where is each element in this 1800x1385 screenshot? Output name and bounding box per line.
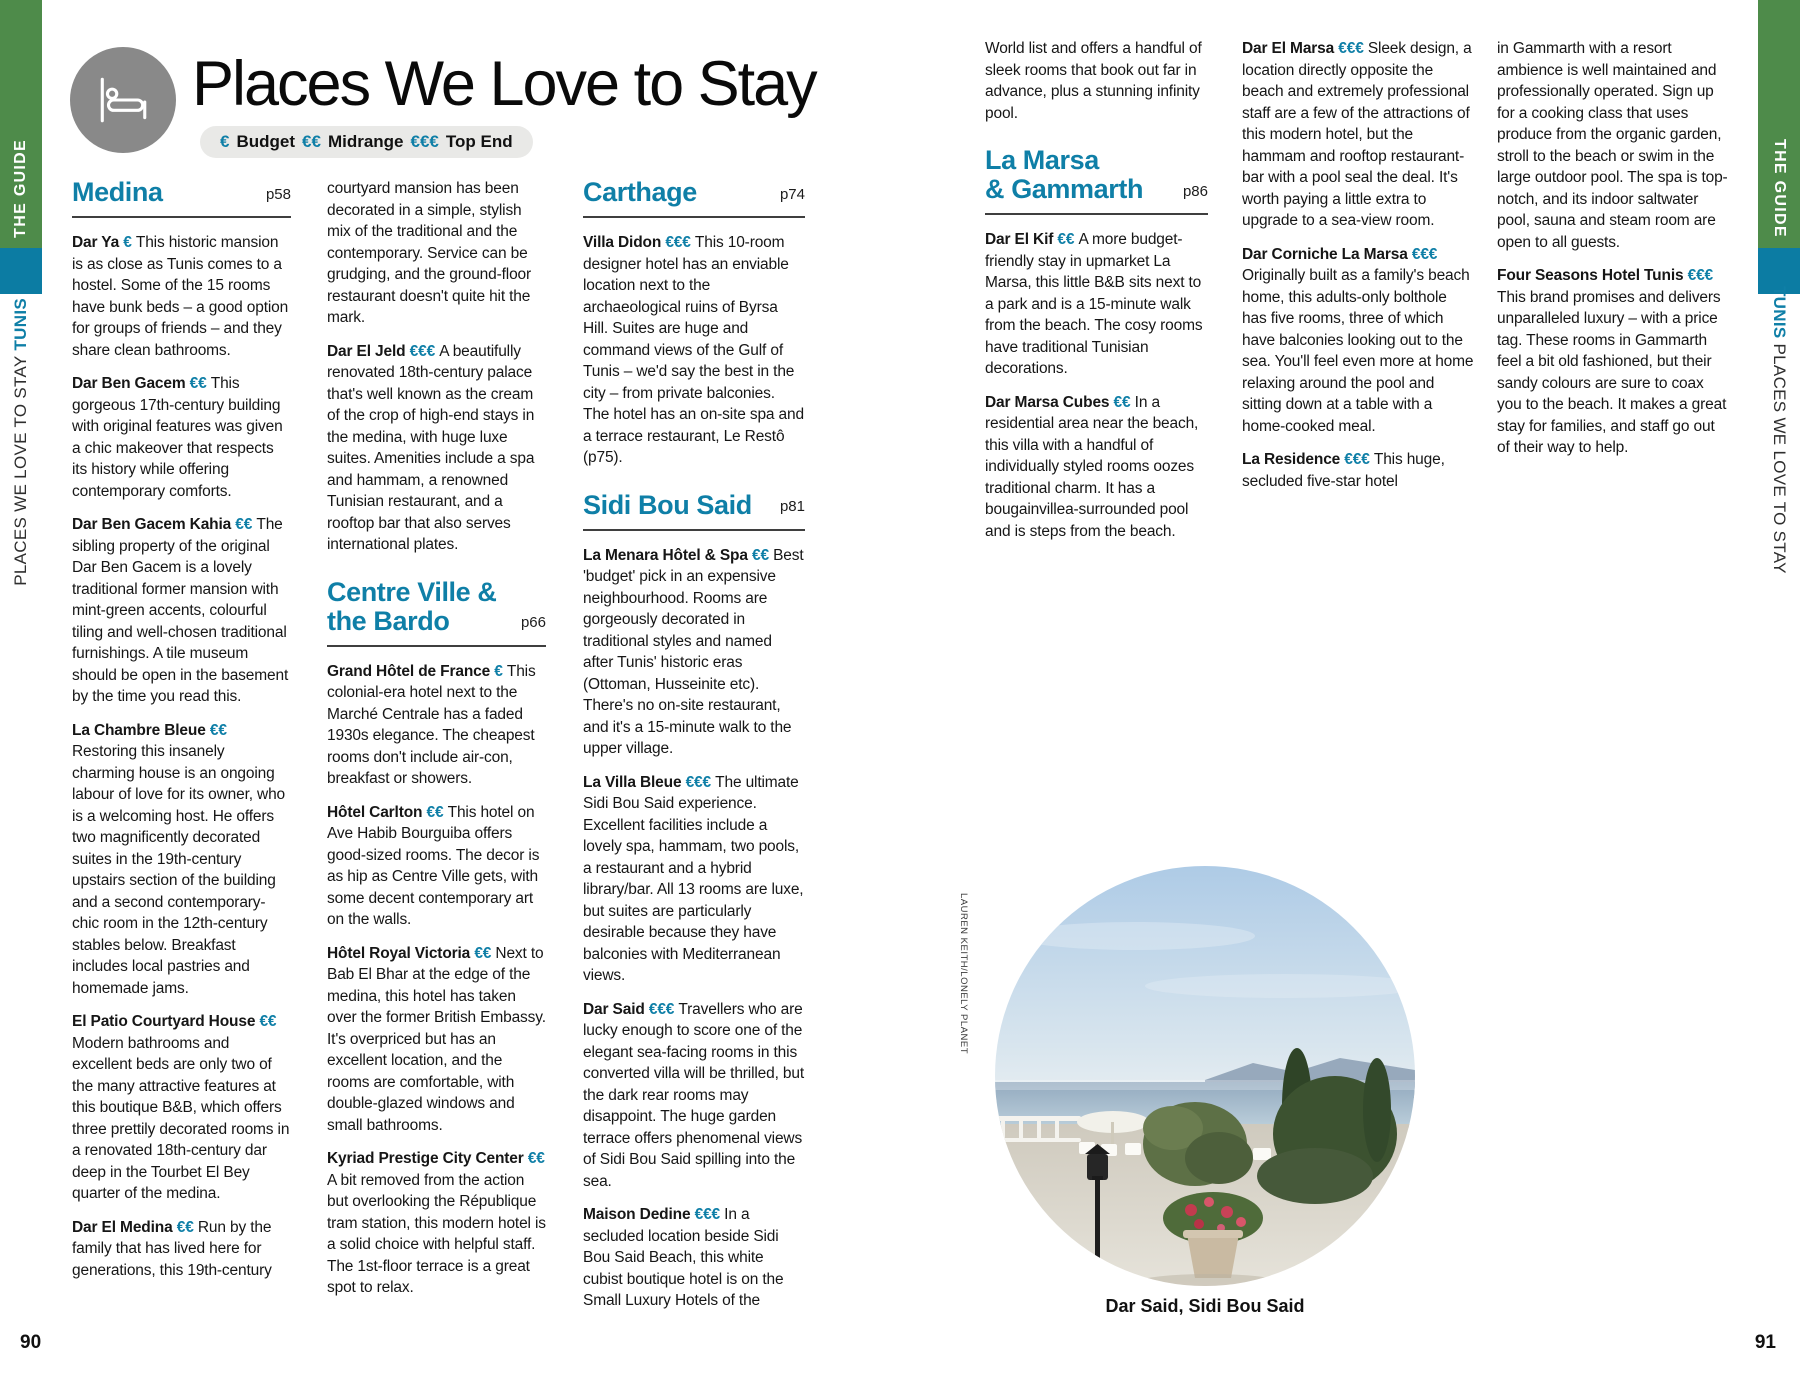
section-title — [327, 578, 496, 636]
hotel-name: La Chambre Bleue — [72, 721, 210, 739]
entry-text: courtyard mansion has been decorated in a simple, stylish mix of the traditional and the contemporary. Service can be grudging, and the ground-floor restaurant doesn't quite hit the mark. — [327, 180, 532, 326]
entry-continued — [327, 178, 546, 329]
entry-text: In a secluded location beside Sidi Bou Said Beach, this white cubist boutique hotel is on the Small Luxury Hotels of the — [583, 1206, 784, 1309]
hotel-name: Dar El Jeld — [327, 342, 410, 360]
price-rating: €€€ — [1411, 245, 1438, 263]
hotel-entry — [327, 341, 546, 556]
entry-text: This huge, secluded five-star hotel — [1242, 451, 1445, 490]
price-rating: €€ — [189, 375, 211, 392]
entry-text: Best 'budget' pick in an expensive neighbourhood. Rooms are gorgeously decorated in traditional styles and named after Tunis' historic eras (Ottoman, Husseinite etc). There's no on-site restaurant, and it's a 15-minute walk to the upper village. — [583, 546, 804, 757]
entry-text: This brand promises and delivers unparalleled luxury – with a price tag. These rooms in Gammarth feel a bit old fashioned, but their sandy colours are sure to coax you to the beach. It makes a great stay for families, and staff go out of their way to help. — [1497, 288, 1727, 456]
left-running-head — [0, 296, 42, 588]
price-rating: €€€ — [665, 234, 695, 251]
section-page-ref: p74 — [779, 185, 805, 203]
entry-continued — [985, 38, 1208, 124]
entry-text: The sibling property of the original Dar Ben Gacem is a lovely traditional former mansion with mint-green accents, colourful tiling and well-chosen traditional furnishings. A tile museum should be open in the basement by the time you read this. — [72, 516, 289, 705]
hotel-entry — [583, 232, 805, 469]
entry-text: This 10-room designer hotel has an enviable location next to the archaeological ruins of Byrsa Hill. Suites are huge and command views of the Gulf of Tunis – we'd say the best in the city – from private balconies. The hotel has an on-site spa and a terrace restaurant, Le Restô (p75). — [583, 234, 804, 466]
hotel-name: Dar El Marsa — [1242, 40, 1339, 57]
text-column-5 — [1242, 38, 1475, 504]
hotel-entry — [1242, 449, 1475, 492]
price-legend — [200, 126, 533, 158]
section-header — [583, 491, 805, 531]
price-rating: €€ — [527, 1150, 545, 1167]
hotel-entry — [72, 232, 291, 361]
hotel-name: Dar Ben Gacem Kahia — [72, 516, 236, 533]
price-rating: €€ — [1113, 393, 1135, 411]
entry-text: This hotel on Ave Habib Bourguiba offers good-sized rooms. The decor is as hip as Centre Ville gets, with some decent contemporary art on the walls. — [327, 803, 540, 928]
hotel-entry — [583, 545, 805, 760]
entry-text: Run by the family that has lived here for generations, this 19th-century — [72, 1218, 272, 1279]
section-page-ref: p81 — [779, 498, 805, 515]
hotel-entry — [327, 943, 546, 1137]
section-page-ref: p58 — [265, 185, 291, 203]
text-column-3 — [583, 178, 805, 1324]
hotel-entry — [985, 392, 1208, 543]
right-guide-tab — [1758, 138, 1800, 238]
section-page-ref: p86 — [1182, 182, 1208, 200]
entry-text: in Gammarth with a resort ambience is well maintained and professionally operated. Sign up for a cooking class that uses produce from the organic garden, stroll to the beach or swim in the large outdoor pool. The spa is top-notch, and its indoor saltwater pool, sauna and steam room are open to all guests. — [1497, 40, 1728, 251]
section-page-ref: p66 — [520, 614, 546, 631]
hotel-name: Dar Corniche La Marsa — [1242, 245, 1412, 263]
running-head-accent: TUNIS — [11, 298, 30, 351]
price-rating: €€ — [474, 944, 496, 962]
section-title — [985, 146, 1143, 204]
hotel-name: Dar Ben Gacem — [72, 375, 190, 392]
entry-text: Modern bathrooms and excellent beds are only two of the many attractive features at this boutique B&B, which offers three prettily decorated rooms in a renovated 18th-century dar deep in the Tourbet El Bey quarter of the medina. — [72, 1034, 290, 1202]
hotel-name: La Villa Bleue — [583, 773, 686, 791]
bed-icon — [70, 47, 176, 153]
entry-text: Originally built as a family's beach home, this adults-only bolthole has five rooms, three of which have balconies looking out to the sea. You'll feel even more at home relaxing around the pool and sitting down at a table with a home-cooked meal. — [1242, 267, 1474, 435]
section-title-line: Medina — [72, 177, 163, 207]
hotel-entry — [327, 661, 546, 790]
hotel-name: Villa Didon — [583, 234, 666, 251]
entry-continued — [1497, 38, 1728, 253]
entry-text: A beautifully renovated 18th-century palace that's well known as the cream of the crop of high-end stays in the medina, with huge luxe suites. Amenities include a spa and hammam, a renowned Tunisian restaurant, and a rooftop bar that also serves international plates. — [327, 342, 535, 553]
left-chapter-band — [0, 248, 42, 294]
section-header — [583, 178, 805, 218]
hotel-name: La Menara Hôtel & Spa — [583, 546, 752, 564]
hotel-entry — [1242, 244, 1475, 438]
page-title: Places We Love to Stay — [192, 49, 816, 119]
text-column-1 — [72, 178, 291, 1293]
right-page-number: 91 — [1754, 1332, 1776, 1353]
section-title — [583, 178, 697, 207]
hotel-entry — [985, 229, 1208, 380]
section-title — [583, 491, 752, 520]
section-title — [72, 178, 163, 207]
hotel-name: Hôtel Carlton — [327, 803, 427, 821]
hotel-name: Grand Hôtel de France — [327, 662, 495, 680]
entry-text: Travellers who are lucky enough to score one of the elegant sea-facing rooms in this converted villa will be thrilled, but the dark rear rooms may disappoint. The huge garden terrace offers phenomenal views of Sidi Bou Said spilling into the sea. — [583, 1000, 805, 1190]
budget-label: Budget — [236, 132, 296, 151]
the-guide-label: THE GUIDE — [12, 138, 29, 238]
hotel-entry — [327, 802, 546, 931]
dar-said-photo — [995, 866, 1415, 1286]
price-rating: €€€ — [694, 1206, 725, 1223]
price-rating: €€€ — [1344, 451, 1374, 468]
section-title-line: Sidi Bou Said — [583, 489, 752, 520]
hotel-entry — [72, 1011, 291, 1205]
section-header — [327, 578, 546, 647]
running-head-accent: TUNIS — [1770, 286, 1789, 339]
hotel-entry — [583, 999, 805, 1193]
running-head-text: PLACES WE LOVE TO STAY — [1770, 343, 1789, 574]
photo-caption: Dar Said, Sidi Bou Said — [1105, 1296, 1305, 1316]
section-title-line: Centre Ville & — [327, 576, 497, 607]
entry-text: This colonial-era hotel next to the Marché Centrale has a faded 1930s elegance. The cheapest rooms don't include air-con, breakfast or showers. — [327, 662, 536, 787]
entry-text: A more budget-friendly stay in upmarket La Marsa, this little B&B sits next to a park and is a 15-minute walk from the beach. The cosy rooms have traditional Tunisian decorations. — [985, 231, 1203, 377]
hotel-name: Maison Dedine — [583, 1206, 695, 1223]
price-rating: €€ — [259, 1013, 277, 1030]
hotel-name: El Patio Courtyard House — [72, 1013, 260, 1030]
hotel-entry — [72, 514, 291, 708]
hotel-name: Dar Marsa Cubes — [985, 393, 1114, 411]
hotel-entry — [1497, 265, 1728, 459]
entry-text: World list and offers a handful of sleek rooms that book out far in advance, plus a stunning infinity pool. — [985, 40, 1202, 122]
text-column-4 — [985, 38, 1208, 554]
text-column-2 — [327, 178, 546, 1311]
price-rating: €€ — [751, 546, 774, 564]
price-rating: € — [123, 234, 136, 251]
price-rating: €€€ — [648, 1000, 679, 1018]
right-edge-strip — [1758, 0, 1800, 1385]
text-column-6 — [1497, 38, 1728, 471]
price-rating: €€€ — [1338, 40, 1368, 57]
entry-text: Restoring this insanely charming house is an ongoing labour of love for its owner, who is a welcoming host. He offers two magnificently decorated suites in the 19th-century upstairs section of the building and a second contemporary-chic room in the 12th-century stables below. Breakfast includes local pastries and homemade jams. — [72, 743, 286, 997]
hotel-entry — [583, 1204, 805, 1312]
topend-label: Top End — [445, 132, 513, 151]
entry-text: In a residential area near the beach, this villa with a handful of individually styled rooms oozes traditional charm. It has a bougainvillea-surrounded pool and is steps from the beach. — [985, 393, 1199, 540]
price-rating: € — [494, 662, 507, 680]
section-title-line: & Gammarth — [985, 174, 1144, 204]
hotel-name: Hôtel Royal Victoria — [327, 944, 475, 962]
entry-text: Next to Bab El Bhar at the edge of the medina, this hotel has taken over the former British Embassy. It's overpriced but has an excellent location, and the rooms are comfortable, with double-glazed windows and small bathrooms. — [327, 944, 546, 1134]
price-rating: €€ — [176, 1218, 198, 1236]
hotel-name: Four Seasons Hotel Tunis — [1497, 267, 1688, 284]
entry-text: This gorgeous 17th-century building with original features was given a chic makeover that respects its history while offering contemporary comforts. — [72, 375, 283, 500]
entry-text: A bit removed from the action but overlooking the République tram station, this modern hotel is a solid choice with helpful staff. The 1st-floor terrace is a great spot to relax. — [327, 1171, 546, 1296]
hotel-name: Dar Said — [583, 1000, 649, 1018]
hotel-entry — [72, 373, 291, 502]
entry-text: Sleek design, a location directly opposite the beach and extremely professional staff are a few of the attractions of this modern hotel, but the hammam and rooftop restaurant-bar with a pool seal the deal. It's worth paying a little extra to upgrade to a sea-view room. — [1242, 40, 1472, 229]
hotel-name: Dar El Medina — [72, 1218, 177, 1236]
photo-credit: LAUREN KEITH/LONELY PLANET — [958, 893, 969, 1055]
entry-text: The ultimate Sidi Bou Said experience. Excellent facilities include a lovely spa, hammam, two pools, a restaurant and a hybrid library/bar. All 13 rooms are luxe, but suites are particularly desirable because they have balconies with Mediterranean views. — [583, 773, 804, 984]
section-title-line: the Bardo — [327, 605, 450, 636]
price-rating: €€ — [209, 721, 227, 739]
hotel-name: La Residence — [1242, 451, 1345, 468]
budget-price-symbol: € — [220, 132, 230, 151]
price-rating: €€ — [426, 803, 448, 821]
hotel-entry — [72, 720, 291, 1000]
price-rating: €€ — [235, 516, 257, 533]
hotel-entry — [1242, 38, 1475, 232]
the-guide-label: THE GUIDE — [1771, 138, 1788, 238]
hotel-name: Kyriad Prestige City Center — [327, 1150, 528, 1167]
section-header — [72, 178, 291, 218]
running-head-text: PLACES WE LOVE TO STAY — [11, 355, 30, 586]
price-rating: €€€ — [685, 773, 716, 791]
entry-text: This historic mansion is as close as Tunis comes to a hostel. Some of the 15 rooms have bunk beds – a good option for groups of friends – and they share clean bathrooms. — [72, 234, 289, 359]
section-title-line: Carthage — [583, 177, 697, 207]
price-rating: €€€ — [409, 342, 440, 360]
hotel-entry — [583, 772, 805, 987]
left-page-number: 90 — [20, 1332, 42, 1353]
hotel-entry — [72, 1217, 291, 1282]
hotel-entry — [327, 1148, 546, 1299]
midrange-label: Midrange — [327, 132, 404, 151]
left-edge-strip — [0, 0, 42, 1385]
right-running-head — [1758, 284, 1800, 576]
hotel-name: Dar Ya — [72, 234, 124, 251]
price-rating: €€€ — [1687, 267, 1714, 284]
price-rating: €€ — [1057, 231, 1079, 248]
section-title-line: La Marsa — [985, 145, 1099, 175]
hotel-name: Dar El Kif — [985, 231, 1058, 248]
midrange-price-symbol: €€ — [302, 132, 321, 151]
topend-price-symbol: €€€ — [410, 132, 439, 151]
left-guide-tab — [0, 138, 42, 238]
running-head-space — [11, 351, 30, 356]
section-header — [985, 146, 1208, 215]
